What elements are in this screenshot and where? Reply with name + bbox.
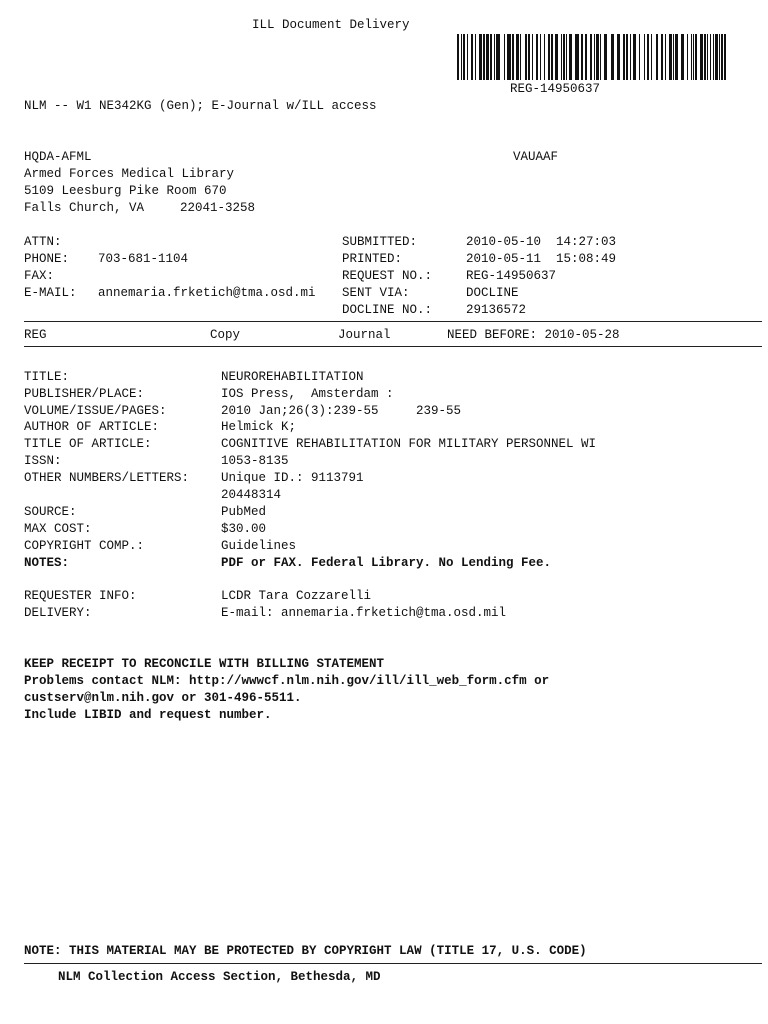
publisher-value: IOS Press, Amsterdam : [221, 387, 394, 401]
author-value: Helmick K; [221, 420, 297, 434]
volume-value: 2010 Jan;26(3):239-55 239-55 [221, 404, 462, 418]
request-format: Copy [210, 328, 241, 342]
request-no-value: REG-14950637 [466, 269, 557, 283]
title-value: NEUROREHABILITATION [221, 370, 364, 384]
fax-label: FAX: [24, 269, 55, 283]
library-libid: VAUAAF [513, 150, 559, 164]
copyright-label: COPYRIGHT COMP.: [24, 539, 145, 553]
docline-no-value: 29136572 [466, 303, 527, 317]
copyright-notice: NOTE: THIS MATERIAL MAY BE PROTECTED BY COPYRIGHT LAW (TITLE 17, U.S. CODE) [24, 944, 587, 958]
max-cost-label: MAX COST: [24, 522, 92, 536]
article-title-label: TITLE OF ARTICLE: [24, 437, 152, 451]
footer-divider [24, 963, 762, 964]
library-city-state: Falls Church, VA [24, 201, 145, 215]
sent-via-value: DOCLINE [466, 286, 519, 300]
library-zip: 22041-3258 [180, 201, 256, 215]
need-before: NEED BEFORE: 2010-05-28 [447, 328, 620, 342]
notes-value: PDF or FAX. Federal Library. No Lending Fee. [221, 556, 552, 570]
submitted-label: SUBMITTED: [342, 235, 418, 249]
holding-location: NLM -- W1 NE342KG (Gen); E-Journal w/ILL access [24, 99, 377, 113]
email-value: annemaria.frketich@tma.osd.mi [98, 286, 316, 300]
source-label: SOURCE: [24, 505, 77, 519]
copyright-value: Guidelines [221, 539, 297, 553]
email-label: E-MAIL: [24, 286, 77, 300]
barcode-number: REG-14950637 [510, 82, 601, 96]
other-numbers-value-1: Unique ID.: 9113791 [221, 471, 364, 485]
request-kind: Journal [338, 328, 391, 342]
divider-top [24, 321, 762, 322]
request-type: REG [24, 328, 47, 342]
library-name: Armed Forces Medical Library [24, 167, 235, 181]
source-value: PubMed [221, 505, 267, 519]
instructions-line-2: Problems contact NLM: http://wwwcf.nlm.nih.gov/ill/ill_web_form.cfm or [24, 674, 550, 688]
attn-label: ATTN: [24, 235, 62, 249]
printed-label: PRINTED: [342, 252, 403, 266]
phone-value: 703-681-1104 [98, 252, 189, 266]
publisher-label: PUBLISHER/PLACE: [24, 387, 145, 401]
footer-section: NLM Collection Access Section, Bethesda, MD [58, 970, 381, 984]
article-title-value: COGNITIVE REHABILITATION FOR MILITARY PERSONNEL WI [221, 437, 597, 451]
printed-value: 2010-05-11 15:08:49 [466, 252, 617, 266]
divider-bottom [24, 346, 762, 347]
instructions-line-3: custserv@nlm.nih.gov or 301-496-5511. [24, 691, 302, 705]
notes-label: NOTES: [24, 556, 70, 570]
requester-info-label: REQUESTER INFO: [24, 589, 137, 603]
delivery-value: E-mail: annemaria.frketich@tma.osd.mil [221, 606, 507, 620]
title-label: TITLE: [24, 370, 70, 384]
docline-no-label: DOCLINE NO.: [342, 303, 433, 317]
document-title: ILL Document Delivery [252, 18, 410, 32]
issn-label: ISSN: [24, 454, 62, 468]
instructions-line-4: Include LIBID and request number. [24, 708, 272, 722]
instructions-line-1: KEEP RECEIPT TO RECONCILE WITH BILLING STATEMENT [24, 657, 385, 671]
issn-value: 1053-8135 [221, 454, 289, 468]
other-numbers-value-2: 20448314 [221, 488, 282, 502]
submitted-value: 2010-05-10 14:27:03 [466, 235, 617, 249]
sent-via-label: SENT VIA: [342, 286, 410, 300]
other-numbers-label: OTHER NUMBERS/LETTERS: [24, 471, 190, 485]
author-label: AUTHOR OF ARTICLE: [24, 420, 160, 434]
volume-label: VOLUME/ISSUE/PAGES: [24, 404, 167, 418]
requester-info-value: LCDR Tara Cozzarelli [221, 589, 372, 603]
library-code: HQDA-AFML [24, 150, 92, 164]
request-no-label: REQUEST NO.: [342, 269, 433, 283]
phone-label: PHONE: [24, 252, 70, 266]
max-cost-value: $30.00 [221, 522, 267, 536]
library-address: 5109 Leesburg Pike Room 670 [24, 184, 227, 198]
barcode-image [457, 34, 727, 80]
delivery-label: DELIVERY: [24, 606, 92, 620]
